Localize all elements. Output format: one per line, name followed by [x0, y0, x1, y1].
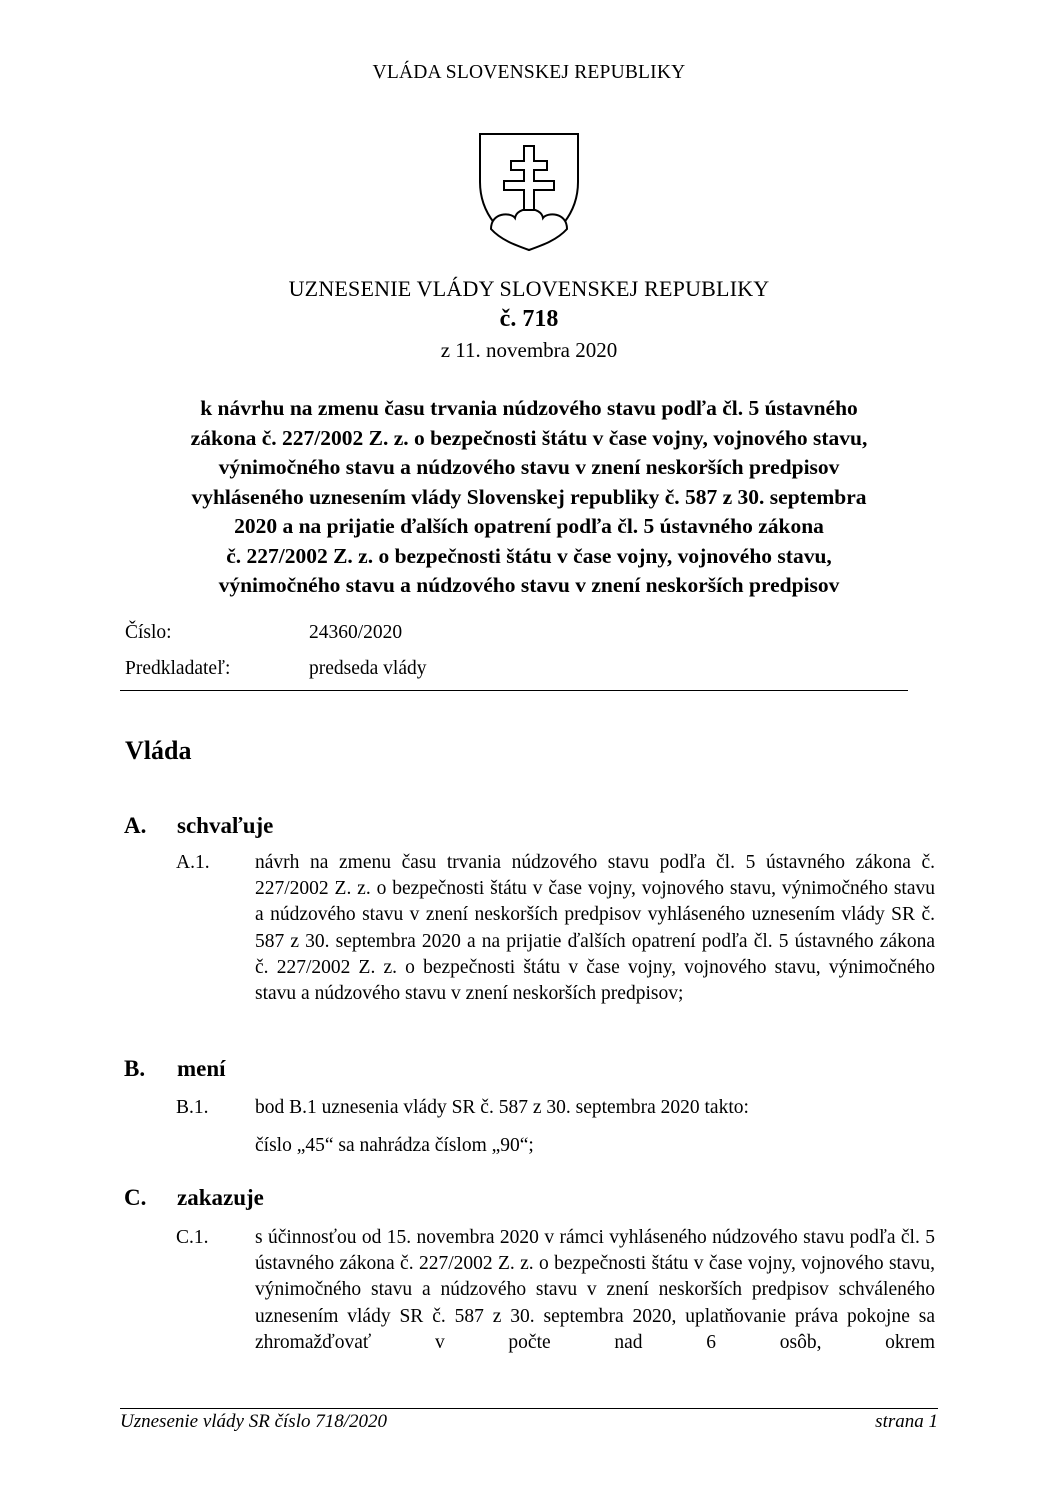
section-a-title: schvaľuje [177, 813, 274, 838]
meta-submitter-value: predseda vlády [309, 658, 427, 679]
resolution-subject [118, 394, 940, 601]
meta-number-value: 24360/2020 [309, 622, 403, 643]
body-heading: Vláda [125, 736, 192, 765]
subject-line: vyhláseného uznesením vlády Slovenskej republiky č. 587 z 30. septembra [191, 484, 867, 509]
item-b1-number: B.1. [176, 1097, 209, 1118]
subject-line: k návrhu na zmenu času trvania núdzového stavu podľa čl. 5 ústavného [200, 396, 858, 420]
item-a1-number: A.1. [176, 852, 210, 873]
subject-line: č. 227/2002 Z. z. o bezpečnosti štátu v čase vojny, vojnového stavu, [226, 543, 832, 568]
subject-line: výnimočného stavu a núdzového stavu v znení neskorších predpisov [218, 573, 840, 597]
resolution-number: č. 718 [499, 306, 559, 332]
item-c1-text: s účinnosťou od 15. novembra 2020 v rámci vyhláseného núdzového stavu podľa čl. 5 ústavného zákona č. 227/2002 Z. z. o bezpečnosti štátu v čase vojny, vojnového stavu, výnimočného stavu a núdzového stavu v znení neskorších predpisov schváleného uznesením vlády SR č. 587 z 30. septembra 2020, uplatňovanie práva pokojne sa zhromažďovať v počte nad 6 osôb, okrem [255, 1227, 935, 1353]
section-c-title: zakazuje [177, 1185, 264, 1210]
subject-line: výnimočného stavu a núdzového stavu v znení neskorších predpisov [218, 455, 840, 479]
meta-divider [120, 690, 908, 691]
meta-submitter-label: Predkladateľ: [125, 658, 231, 679]
section-b-letter: B. [124, 1056, 146, 1081]
item-b1-replacement: číslo „45“ sa nahrádza číslom „90“; [255, 1135, 534, 1156]
section-b-title: mení [177, 1056, 226, 1081]
footer-page-number: strana 1 [875, 1411, 938, 1432]
item-b1-text: bod B.1 uznesenia vlády SR č. 587 z 30. septembra 2020 takto: [255, 1097, 749, 1118]
government-header: VLÁDA SLOVENSKEJ REPUBLIKY [372, 62, 686, 83]
item-a1-text: návrh na zmenu času trvania núdzového stavu podľa čl. 5 ústavného zákona č. 227/2002 Z. z. o bezpečnosti štátu v čase vojny, vojnového stavu, výnimočného stavu a núdzového stavu v znení neskorších predpisov vyhláseného uznesením vlády SR č. 587 z 30. septembra 2020 a na prijatie ďalších opatrení podľa čl. 5 ústavného zákona č. 227/2002 Z. z. o bezpečnosti štátu v čase vojny, vojnového stavu, výnimočného stavu a núdzového stavu v znení neskorších predpisov; [255, 852, 935, 1005]
footer-document-reference: Uznesenie vlády SR číslo 718/2020 [120, 1411, 388, 1432]
resolution-date: z 11. novembra 2020 [440, 338, 618, 362]
meta-number-label: Číslo: [125, 622, 172, 643]
item-c1-number: C.1. [176, 1227, 209, 1248]
footer-divider [120, 1408, 938, 1409]
section-c-letter: C. [124, 1185, 147, 1210]
resolution-title: UZNESENIE VLÁDY SLOVENSKEJ REPUBLIKY [288, 276, 770, 301]
subject-line: zákona č. 227/2002 Z. z. o bezpečnosti štátu v čase vojny, vojnového stavu, [190, 425, 868, 450]
slovak-coat-of-arms-icon [477, 132, 581, 252]
subject-line: 2020 a na prijatie ďalších opatrení podľa čl. 5 ústavného zákona [234, 514, 824, 538]
section-a-letter: A. [124, 813, 147, 838]
